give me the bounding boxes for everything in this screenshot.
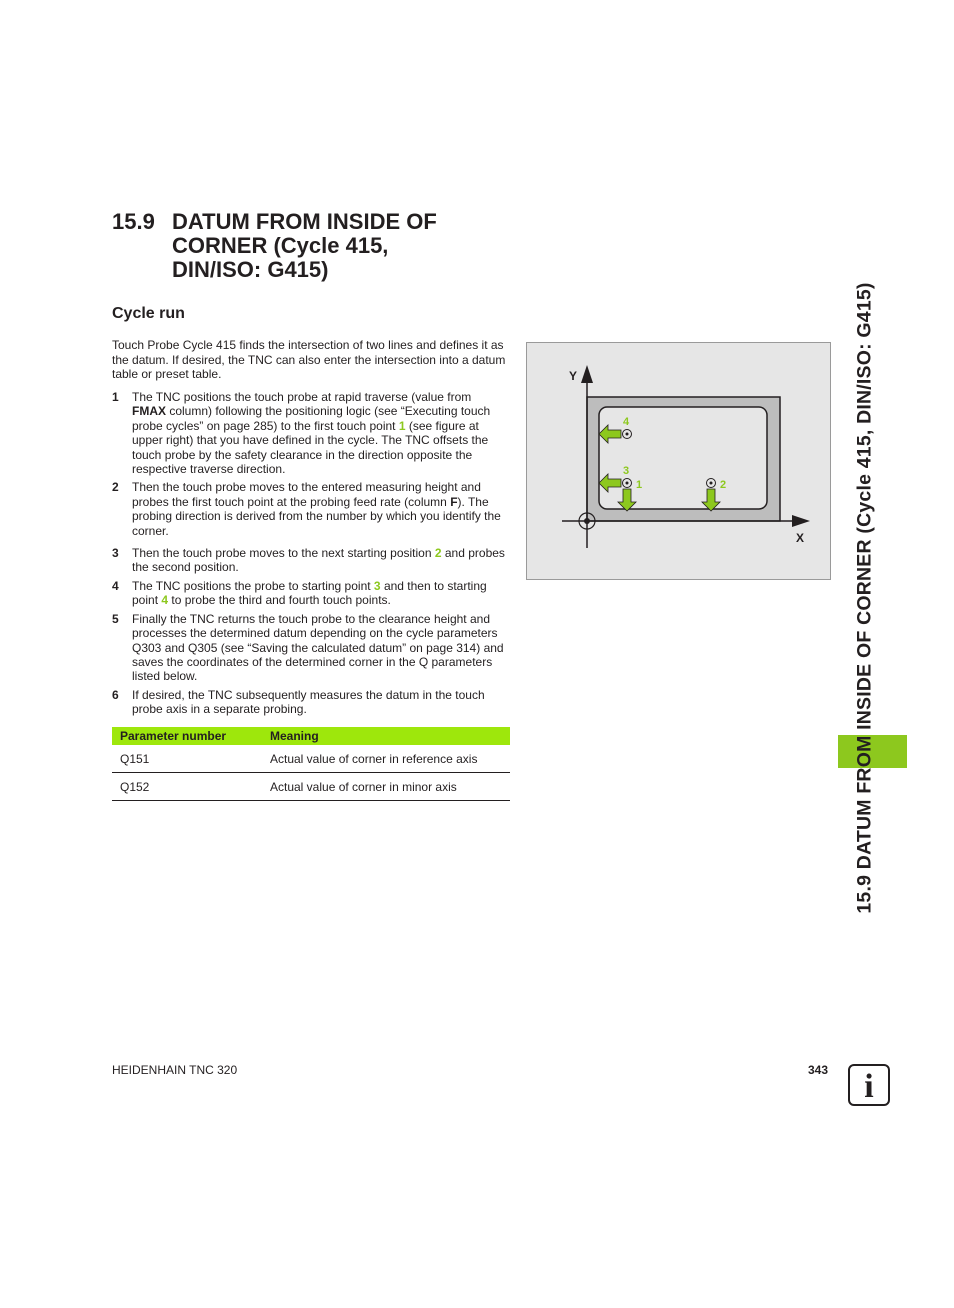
probing-diagram-svg: [527, 343, 830, 579]
step-item: 6 If desired, the TNC subsequently measures the datum in the touch probe axis in a separate probing.: [112, 687, 485, 717]
table-header: Parameter number: [112, 727, 262, 745]
step-item: 1 The TNC positions the touch probe at rapid traverse (value from FMAX column) following the positioning logic (see “Executing touch probe cycles” on page 285) to the first touch point 1 (see figure at upper right) that you have defined in the cycle. The TNC offsets the touch probe by the safety clearance in the direction opposite the respective traverse direction.: [112, 390, 491, 477]
page-number: 343: [808, 1063, 829, 1077]
point-label-3: 3: [623, 465, 630, 477]
table-cell: Actual value of corner in minor axis: [262, 773, 510, 801]
table-row: [112, 745, 510, 773]
title-line-2: CORNER (Cycle 415,: [172, 233, 389, 258]
x-axis-label: X: [796, 531, 805, 545]
step-item: 2 Then the touch probe moves to the entered measuring height and probes the first touch point at the probing feed rate (column F). The probing direction is derived from the number by which you identify the corner.: [112, 480, 501, 538]
steps-list: [112, 390, 508, 721]
title-line-1: DATUM FROM INSIDE OF: [172, 209, 437, 234]
side-running-title-text: 15.9 DATUM FROM INSIDE OF CORNER (Cycle 415, DIN/ISO: G415): [853, 282, 876, 914]
probing-diagram: [526, 342, 831, 580]
table-header: Meaning: [262, 727, 510, 745]
y-axis-label: Y: [569, 369, 578, 383]
footer-product: HEIDENHAIN TNC 320: [112, 1063, 238, 1077]
intro-paragraph: Touch Probe Cycle 415 finds the intersection of two lines and defines it as the datum. If desired, the TNC can also enter the intersection into a datum table or preset table.: [112, 338, 506, 382]
step-item: 4 The TNC positions the probe to starting point 3 and then to starting point 4 to probe the third and fourth touch points.: [112, 578, 487, 608]
section-number: 15.9: [112, 209, 155, 234]
side-running-title: [840, 248, 890, 948]
table-cell: Q152: [112, 773, 262, 801]
datum-dot: [584, 518, 590, 524]
info-icon: i: [848, 1064, 890, 1106]
step-item: 3 Then the touch probe moves to the next starting position 2 and probes the second position.: [112, 546, 505, 575]
point-label-1: 1: [636, 479, 643, 491]
point-label-4: 4: [623, 416, 630, 428]
section-subtitle: Cycle run: [112, 305, 185, 322]
table-row: [112, 773, 510, 801]
table-header-row: [112, 727, 510, 745]
point-label-2: 2: [720, 479, 727, 491]
parameter-table: [112, 727, 510, 801]
page-title: [112, 210, 512, 282]
y-axis-arrow: [581, 365, 593, 383]
title-line-3: DIN/ISO: G415): [172, 257, 329, 282]
x-axis-arrow: [792, 515, 810, 527]
table-cell: Actual value of corner in reference axis: [262, 745, 510, 773]
table-cell: Q151: [112, 745, 262, 773]
step-item: 5 Finally the TNC returns the touch probe to the clearance height and processes the determined datum depending on the cycle parameters Q303 and Q305 (see “Saving the calculated datum” on page 314) and saves the coordinates of the determined corner in the Q parameters listed below.: [112, 611, 504, 684]
